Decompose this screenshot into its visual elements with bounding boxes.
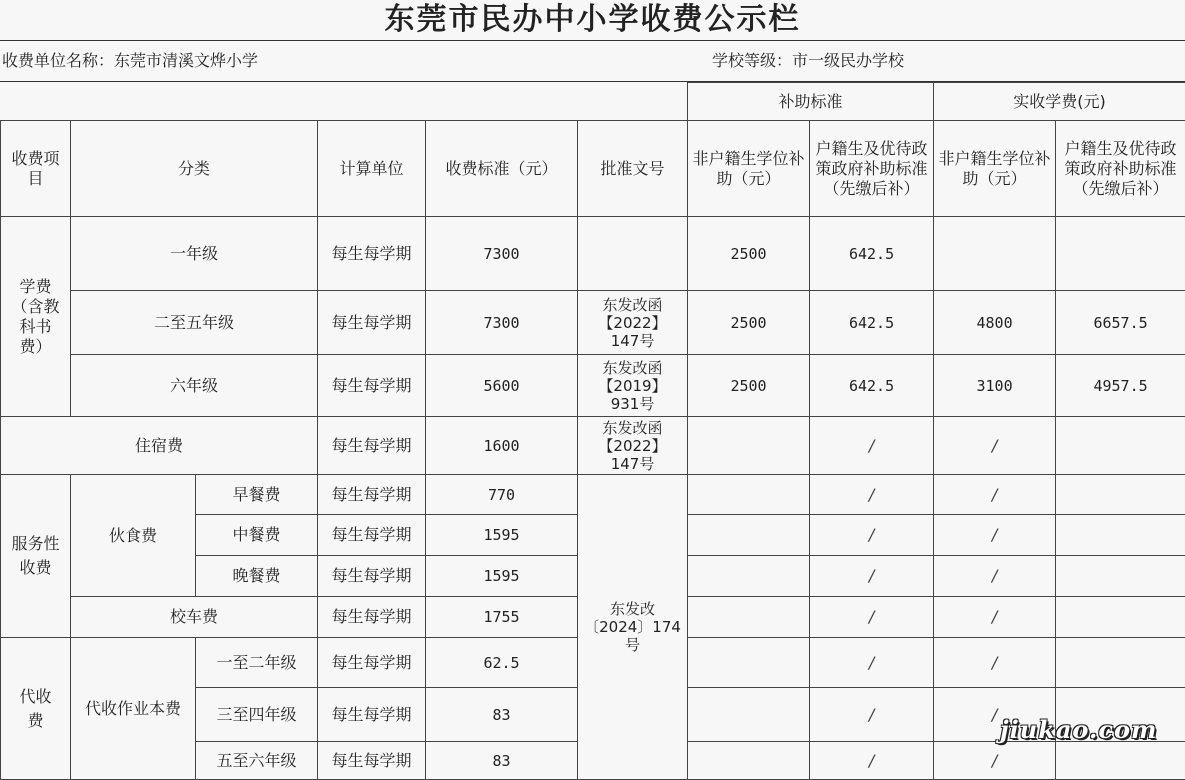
actual-hukou-cell (1056, 638, 1185, 688)
actual-non-cell: / (934, 515, 1056, 556)
calc-unit-cell: 每生每学期 (318, 355, 426, 417)
subsidy-group-header: 补助标准 (688, 83, 934, 121)
calc-unit-cell: 每生每学期 (318, 291, 426, 355)
actual-hukou-cell (1056, 217, 1185, 291)
calc-unit-cell: 每生每学期 (318, 475, 426, 515)
meal-name-cell: 中餐费 (196, 515, 318, 556)
standard-cell: 7300 (426, 217, 578, 291)
header-subsidy-non-hukou: 非户籍生学位补助（元） (688, 121, 810, 217)
calc-unit-cell: 每生每学期 (318, 688, 426, 742)
school-info-line (0, 41, 1185, 82)
calc-unit-cell: 每生每学期 (318, 638, 426, 688)
grade-range-cell: 五至六年级 (196, 742, 318, 780)
standard-cell: 83 (426, 742, 578, 780)
actual-hukou-cell (1056, 475, 1185, 515)
table-row (1, 291, 1185, 355)
header-calc-unit: 计算单位 (318, 121, 426, 217)
table-row (1, 475, 1185, 515)
lodging-label: 住宿费 (1, 417, 318, 475)
actual-non-cell: / (934, 417, 1056, 475)
header-category: 分类 (71, 121, 318, 217)
doc-cell: 东发改函【2019】931号 (578, 355, 688, 417)
calc-unit-cell: 每生每学期 (318, 742, 426, 780)
header-standard: 收费标准（元） (426, 121, 578, 217)
subsidy-non-cell (688, 515, 810, 556)
standard-cell: 5600 (426, 355, 578, 417)
page-title: 东莞市民办中小学收费公示栏 (0, 0, 1185, 41)
subsidy-hukou-cell: / (810, 475, 934, 515)
subsidy-non-cell (688, 475, 810, 515)
header-actual-non-hukou: 非户籍生学位补助（元） (934, 121, 1056, 217)
actual-non-cell: / (934, 475, 1056, 515)
actual-hukou-cell (1056, 742, 1185, 780)
calc-unit-cell: 每生每学期 (318, 417, 426, 475)
doc-cell: 东发改函【2022】147号 (578, 291, 688, 355)
actual-non-cell: / (934, 597, 1056, 638)
school-name-label: 收费单位名称：东莞市清溪文烨小学 (2, 41, 258, 81)
service-doc-cell: 东发改〔2024〕174号 (578, 475, 688, 780)
subsidy-non-cell: 2500 (688, 355, 810, 417)
meal-label: 伙食费 (71, 475, 196, 597)
agency-label: 代收费 (1, 638, 71, 780)
subsidy-non-cell (688, 688, 810, 742)
subsidy-hukou-cell: / (810, 556, 934, 597)
subsidy-non-cell (688, 597, 810, 638)
standard-cell: 62.5 (426, 638, 578, 688)
service-label: 服务性收费 (1, 475, 71, 638)
header-subsidy-hukou: 户籍生及优待政策政府补助标准（先缴后补） (810, 121, 934, 217)
calc-unit-cell: 每生每学期 (318, 597, 426, 638)
subsidy-hukou-cell: 642.5 (810, 355, 934, 417)
table-row (1, 217, 1185, 291)
actual-non-cell: 3100 (934, 355, 1056, 417)
subsidy-hukou-cell: 642.5 (810, 217, 934, 291)
standard-cell: 1595 (426, 556, 578, 597)
actual-non-cell (934, 217, 1056, 291)
meal-name-cell: 晚餐费 (196, 556, 318, 597)
calc-unit-cell: 每生每学期 (318, 217, 426, 291)
standard-cell: 1600 (426, 417, 578, 475)
subsidy-non-cell (688, 556, 810, 597)
actual-hukou-cell: 4957.5 (1056, 355, 1185, 417)
watermark: jiukao.com (1000, 715, 1157, 744)
meal-name-cell: 早餐费 (196, 475, 318, 515)
actual-hukou-cell (1056, 556, 1185, 597)
column-header-row (1, 121, 1185, 217)
subsidy-non-cell (688, 638, 810, 688)
standard-cell: 83 (426, 688, 578, 742)
subsidy-hukou-cell: / (810, 417, 934, 475)
category-cell: 二至五年级 (71, 291, 318, 355)
subsidy-non-cell: 2500 (688, 291, 810, 355)
actual-non-cell: / (934, 638, 1056, 688)
actual-non-cell: 4800 (934, 291, 1056, 355)
actual-group-header: 实收学费(元) (934, 83, 1185, 121)
doc-cell: 东发改函【2022】147号 (578, 417, 688, 475)
table-row (1, 417, 1185, 475)
header-doc-no: 批准文号 (578, 121, 688, 217)
actual-non-cell: / (934, 742, 1056, 780)
grade-range-cell: 三至四年级 (196, 688, 318, 742)
subsidy-non-cell (688, 742, 810, 780)
standard-cell: 7300 (426, 291, 578, 355)
subsidy-hukou-cell: / (810, 688, 934, 742)
group-header-row (1, 83, 1185, 121)
subsidy-hukou-cell: / (810, 515, 934, 556)
subsidy-hukou-cell: 642.5 (810, 291, 934, 355)
actual-hukou-cell (1056, 417, 1185, 475)
tuition-label: 学费（含教科书费） (1, 217, 71, 417)
actual-hukou-cell (1056, 515, 1185, 556)
standard-cell: 1595 (426, 515, 578, 556)
category-cell: 六年级 (71, 355, 318, 417)
subsidy-non-cell (688, 417, 810, 475)
bus-label: 校车费 (71, 597, 318, 638)
subsidy-hukou-cell: / (810, 597, 934, 638)
actual-hukou-cell: 6657.5 (1056, 291, 1185, 355)
book-fee-label: 代收作业本费 (71, 638, 196, 780)
fee-table (0, 82, 1185, 780)
subsidy-non-cell: 2500 (688, 217, 810, 291)
table-row (1, 355, 1185, 417)
header-actual-hukou: 户籍生及优待政策政府补助标准（先缴后补） (1056, 121, 1185, 217)
calc-unit-cell: 每生每学期 (318, 556, 426, 597)
standard-cell: 1755 (426, 597, 578, 638)
subsidy-hukou-cell: / (810, 638, 934, 688)
subsidy-hukou-cell: / (810, 742, 934, 780)
actual-non-cell: / (934, 556, 1056, 597)
grade-range-cell: 一至二年级 (196, 638, 318, 688)
standard-cell: 770 (426, 475, 578, 515)
doc-cell (578, 217, 688, 291)
actual-non-cell: / (934, 688, 1056, 742)
calc-unit-cell: 每生每学期 (318, 515, 426, 556)
school-grade-label: 学校等级：市一级民办学校 (712, 41, 904, 81)
category-cell: 一年级 (71, 217, 318, 291)
header-item: 收费项目 (1, 121, 71, 217)
actual-hukou-cell (1056, 597, 1185, 638)
